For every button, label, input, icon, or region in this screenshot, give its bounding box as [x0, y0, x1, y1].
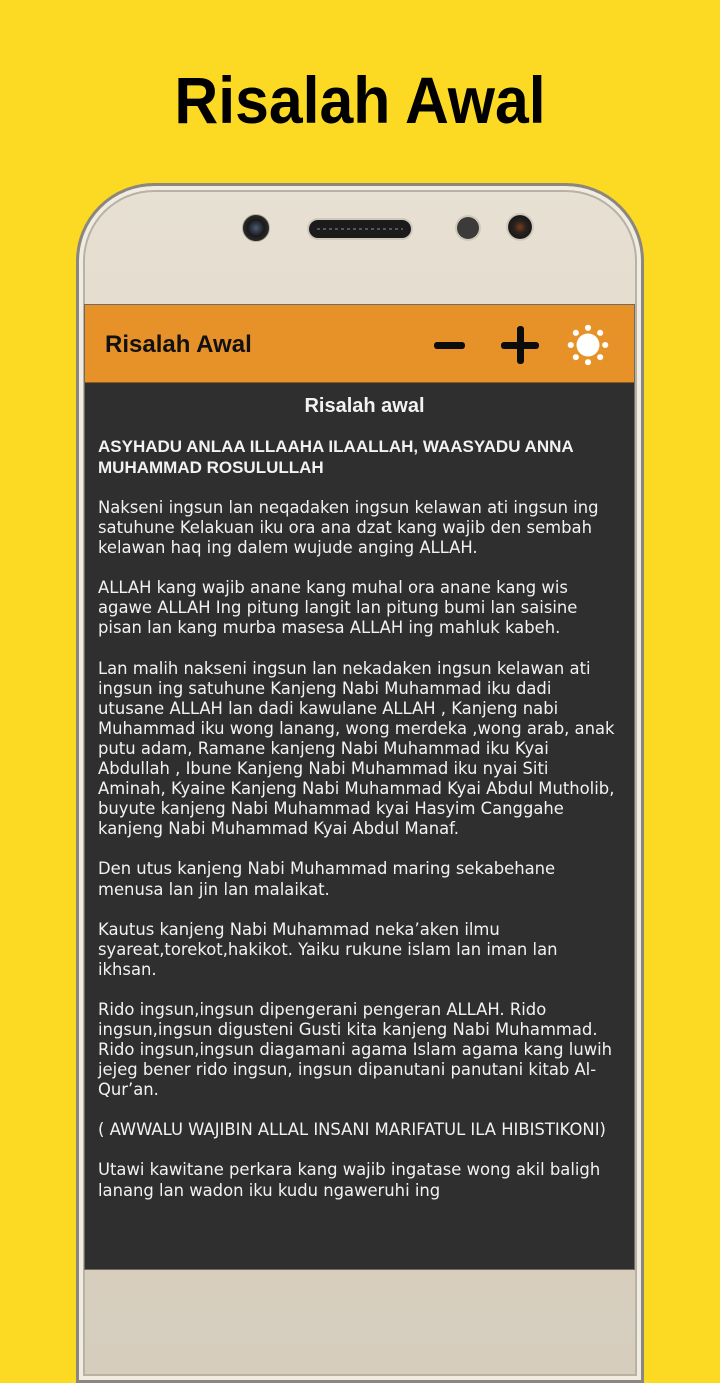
- article-paragraph: Kautus kanjeng Nabi Muhammad neka’aken ilmu syareat,torekot,hakikot. Yaiku rukune islam lan iman lan ikhsan.: [98, 919, 558, 979]
- decrease-font-button[interactable]: [427, 323, 471, 367]
- minus-icon: [434, 342, 465, 349]
- article-paragraph: ( AWWALU WAJIBIN ALLAL INSANI MARIFATUL ILA HIBISTIKONI): [98, 1120, 606, 1140]
- proximity-sensor: [457, 217, 479, 239]
- plus-icon: [501, 326, 539, 364]
- article-paragraph: Utawi kawitane perkara kang wajib ingatase wong akil baligh lanang lan wadon iku kudu ngaweruhi ing: [98, 1160, 601, 1200]
- toolbar-title: Risalah Awal: [105, 331, 252, 358]
- article-paragraph: Lan malih nakseni ingsun lan nekadaken ingsun kelawan ati ingsun ing satuhune Kanjeng Nabi Muhammad iku dadi utusane ALLAH lan dadi kawulane ALLAH , Kanjeng nabi Muhammad iku wong lanang, wong merdeka ,wong arab, anak putu adam, Ramane kanjeng Nabi Muhammad iku Kyai Abdullah , Ibune Kanjeng Nabi Muhammad iku nyai Siti Aminah, Kyaine Kanjeng Nabi Muhammad Kyai Abdul Mutholib, buyute kanjeng Nabi Muhammad kyai Hasyim Canggahe kanjeng Nabi Muhammad Kyai Abdul Manaf.: [98, 658, 615, 839]
- article-paragraph: Rido ingsun,ingsun dipengerani pengeran ALLAH. Rido ingsun,ingsun digusteni Gusti kita kanjeng Nabi Muhammad. Rido ingsun,ingsun diagamani agama Islam agama kang luwih jejeg bener rido ingsun, ingsun dipanutani panutani kitab Al-Qur’an.: [98, 999, 613, 1100]
- earpiece-speaker: [309, 220, 411, 238]
- increase-font-button[interactable]: [498, 323, 542, 367]
- article-content[interactable]: [85, 383, 634, 1269]
- app-screen: [84, 304, 635, 1270]
- theme-toggle-button[interactable]: [566, 323, 610, 367]
- article-paragraph: ALLAH kang wajib anane kang muhal ora anane kang wis agawe ALLAH Ing pitung langit lan pitung bumi lan saisine pisan lan kang murba masesa ALLAH ing mahluk kabeh.: [98, 578, 578, 638]
- sun-icon: [566, 322, 610, 368]
- article-paragraph: Den utus kanjeng Nabi Muhammad maring sekabehane menusa lan jin lan malaikat.: [98, 859, 556, 899]
- promo-title: Risalah Awal: [174, 63, 546, 137]
- app-toolbar: [85, 305, 634, 383]
- article-title: Risalah awal: [304, 395, 425, 417]
- article-paragraph: Nakseni ingsun lan neqadaken ingsun kelawan ati ingsun ing satuhune Kelakuan iku ora ana dzat kang wajib den sembah kelawan haq ing dalem wujude anging ALLAH.: [98, 498, 599, 558]
- article-heading: ASYHADU ANLAA ILLAAHA ILAALLAH, WAASYADU ANNA MUHAMMAD ROSULULLAH: [98, 437, 574, 477]
- front-camera-secondary-icon: [508, 215, 532, 239]
- front-camera-icon: [242, 214, 270, 242]
